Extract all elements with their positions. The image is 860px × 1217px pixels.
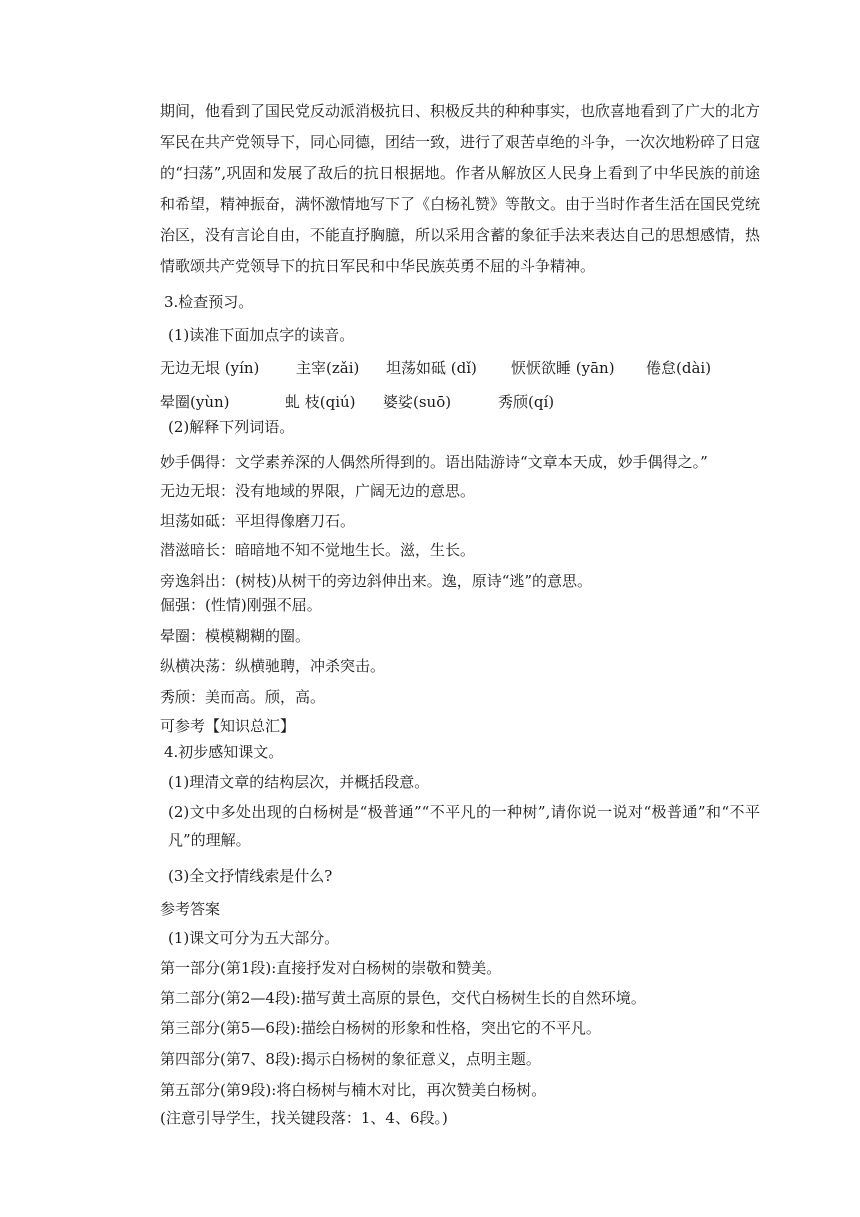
section-4-question-1: (1)理清文章的结构层次，并概括段意。: [168, 773, 430, 791]
question-1-title: (1)读准下面加点字的读音。: [168, 326, 355, 344]
answer-question-1: (1)课文可分为五大部分。: [168, 929, 340, 947]
definition-item: 妙手偶得：文学素养深的人偶然所得到的。语出陆游诗“文章本天成，妙手偶得之。”: [160, 453, 708, 471]
answer-part: 第三部分(第5—6段):描绘白杨树的形象和性格，突出它的不平凡。: [160, 1019, 601, 1037]
question-2-title: (2)解释下列词语。: [168, 418, 295, 436]
section-4-title: 4.初步感知课文。: [164, 743, 284, 761]
definition-item: 倔强：(性情)刚强不屈。: [160, 596, 322, 614]
guidance-note: (注意引导学生，找关键段落：1、4、6段。): [160, 1109, 448, 1127]
pinyin-item: 婆娑(suō): [383, 393, 452, 411]
pinyin-row-2: [160, 392, 760, 412]
answer-part: 第一部分(第1段):直接抒发对白杨树的崇敬和赞美。: [160, 959, 502, 977]
pinyin-item: 晕圈(yùn): [160, 393, 230, 411]
pinyin-row-1: [160, 358, 760, 378]
definition-item: 无边无垠：没有地域的界限，广阔无边的意思。: [160, 482, 476, 500]
answer-part: 第五部分(第9段):将白杨树与楠木对比，再次赞美白杨树。: [160, 1081, 547, 1099]
pinyin-item: 秀颀(qí): [498, 393, 555, 411]
intro-paragraph: 期间，他看到了国民党反动派消极抗日、积极反共的种种事实，也欣喜地看到了广大的北方军民在共产党领导下，同心同德，团结一致，进行了艰苦卓绝的斗争，一次次地粉碎了日寇的“扫荡”,巩固和发展了敌后的抗日根据地。作者从解放区人民身上看到了中华民族的前途和希望，精神振奋，满怀激情地写下了《白杨礼赞》等散文。由于当时作者生活在国民党统治区，没有言论自由，不能直抒胸臆，所以采用含蓄的象征手法来表达自己的思想感情，热情歌颂共产党领导下的抗日军民和中华民族英勇不屈的斗争精神。: [160, 102, 761, 275]
pinyin-item: 坦荡如砥 (dǐ): [386, 359, 477, 377]
pinyin-item: 虬 枝(qiú): [285, 393, 356, 411]
answer-part: 第四部分(第7、8段):揭示白杨树的象征意义，点明主题。: [160, 1050, 541, 1068]
section-4-question-3: (3)全文抒情线索是什么?: [168, 867, 333, 885]
pinyin-item: 倦怠(dài): [646, 359, 712, 377]
reference-note: 可参考【知识总汇】: [160, 717, 296, 735]
pinyin-item: 主宰(zǎi): [296, 359, 360, 377]
section-4-question-2: (2)文中多处出现的白杨树是“极普通”“不平凡的一种树”,请你说一说对“极普通”和“不平凡”的理解。: [168, 803, 760, 849]
definition-item: 秀颀：美而高。颀，高。: [160, 688, 326, 706]
document-page: [160, 96, 760, 1128]
answer-part: 第二部分(第2—4段):描写黄土高原的景色，交代白杨树生长的自然环境。: [160, 989, 646, 1007]
definition-item: 纵横决荡：纵横驰聘，冲杀突击。: [160, 657, 386, 675]
section-3-title: 3.检查预习。: [164, 293, 254, 311]
pinyin-item: 无边无垠 (yín): [160, 359, 260, 377]
definition-item: 潜滋暗长：暗暗地不知不觉地生长。滋，生长。: [160, 541, 476, 559]
pinyin-item: 恹恹欲睡 (yān): [511, 359, 615, 377]
definition-item: 旁逸斜出：(树枝)从树干的旁边斜伸出来。逸，原诗“逃”的意思。: [160, 572, 593, 590]
definition-item: 坦荡如砥：平坦得像磨刀石。: [160, 512, 356, 530]
definition-item: 晕圈：模模糊糊的圈。: [160, 627, 311, 645]
answer-title: 参考答案: [160, 900, 221, 918]
